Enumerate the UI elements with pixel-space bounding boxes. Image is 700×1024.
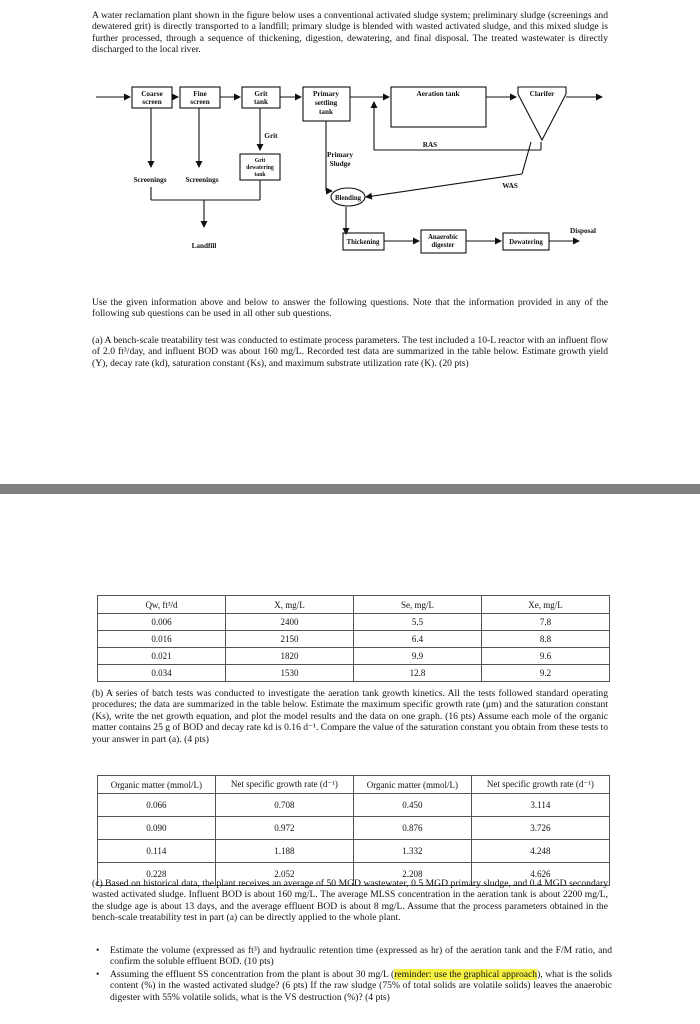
column-header: Organic matter (mmol/L) <box>98 776 216 794</box>
table-cell: 2.208 <box>353 863 471 886</box>
table-cell: 7.8 <box>482 614 610 631</box>
anaerobic-digester-label-1: Anaerobic <box>427 234 459 241</box>
table-cell: 9.9 <box>354 648 482 665</box>
table-cell: 3.726 <box>471 817 609 840</box>
table-header-row <box>98 776 610 794</box>
column-header: Qw, ft³/d <box>98 596 226 614</box>
table-cell: 0.450 <box>353 794 471 817</box>
table-cell: 0.708 <box>215 794 353 817</box>
table-row <box>98 631 610 648</box>
table-cell: 1820 <box>226 648 354 665</box>
column-header: Net specific growth rate (d⁻¹) <box>215 776 353 794</box>
table-cell: 6.4 <box>354 631 482 648</box>
clarifer-label: Clarifer <box>529 90 555 98</box>
was-label: WAS <box>502 182 518 190</box>
part-a-paragraph: (a) A bench-scale treatability test was conducted to estimate process parameters. The test included a 10-L reactor with an influent flow of 2.0 ft³/day, and influent BOD was about 160 mg/L. Recorded test data are summarized in the table below. Estimate growth yield (Y), decay rate (kd), saturation constant (Ks), and maximum substrate utilization rate (K). (20 pts) <box>92 335 608 369</box>
growth-kinetics-table <box>97 775 610 886</box>
table-cell: 0.114 <box>98 840 216 863</box>
table-cell: 2.052 <box>215 863 353 886</box>
bullet-text-start: Assuming the effluent SS concentration from the plant is about 30 mg/L ( <box>110 968 395 980</box>
bullet-text-end: ), what is the solids content (%) in the wasted activated sludge? (6 pts) If the raw sludge (75% of total solids are volatile solids) leaves the anaerobic digester with 55% volatile solids, what is the VS destruction (%)? (4 pts) <box>110 968 613 1003</box>
column-header: Net specific growth rate (d⁻¹) <box>471 776 609 794</box>
table-cell: 0.066 <box>98 794 216 817</box>
page-2 <box>0 494 700 1024</box>
table-cell: 8.8 <box>482 631 610 648</box>
bullet-icon: • <box>96 968 100 980</box>
table-cell: 4.248 <box>471 840 609 863</box>
table-cell: 12.8 <box>354 665 482 682</box>
part-b-paragraph: (b) A series of batch tests was conducted to investigate the aeration tank growth kinetics. All the tests followed standard operating procedures; the data are summarized in the table below. Estimate the maximum specific growth rate (μm) and the saturation constant (Ks), write the net growth equation, and plot the model results and the data on one graph. (16 pts) Assume each mole of the organic matter contains 25 g of BOD and decay rate kd is 0.16 d⁻¹. Compare the value of the saturation constant you obtain from these tests to your answer in part (a). (4 pts) <box>92 688 609 745</box>
table-row <box>98 817 610 840</box>
blending-label: Blending <box>334 195 362 202</box>
ras-label: RAS <box>422 141 438 149</box>
primary-tank-label-2: settling <box>314 99 338 107</box>
column-header: X, mg/L <box>226 596 354 614</box>
primary-tank-label-1: Primary <box>313 90 339 98</box>
page-1 <box>0 0 700 484</box>
anaerobic-digester-label-2: digester <box>431 242 455 249</box>
grit-tank-label-1: Grit <box>254 90 268 98</box>
screenings-label-1: Screenings <box>133 176 167 184</box>
table-cell: 2400 <box>226 614 354 631</box>
highlighted-reminder: reminder: use the graphical approach <box>394 968 538 980</box>
primary-sludge-label-2: Sludge <box>329 160 351 168</box>
dewatering-label: Dewatering <box>509 239 543 246</box>
part-c-bullet-list <box>96 945 612 1004</box>
table-cell: 1.332 <box>353 840 471 863</box>
table-row <box>98 614 610 631</box>
table-cell: 0.876 <box>353 817 471 840</box>
list-item <box>96 969 612 1003</box>
landfill-label: Landfill <box>191 242 217 250</box>
table-cell: 0.006 <box>98 614 226 631</box>
coarse-screen-label-2: screen <box>142 98 162 106</box>
instructions-paragraph: Use the given information above and below to answer the following questions. Note that the information provided in any of the following sub questions can be used in all other sub questions. <box>92 297 608 320</box>
table-cell: 0.228 <box>98 863 216 886</box>
grit-tank-label-2: tank <box>254 98 268 106</box>
intro-paragraph: A water reclamation plant shown in the figure below uses a conventional activated sludge system; preliminary sludge (screenings and dewatered grit) is directly transported to a landfill; primary sludge is blended with wasted activated sludge, and this mixed sludge is further processed, through a sequence of thickening, digestion, dewatering, and final disposal. The treated wastewater is directly discharged to the local river. <box>92 10 608 56</box>
coarse-screen-label-1: Coarse <box>141 90 163 98</box>
process-flow-diagram <box>86 82 606 262</box>
grit-dewatering-label-2: dewatering <box>246 165 274 171</box>
grit-label: Grit <box>264 132 278 140</box>
table-row <box>98 648 610 665</box>
table-header-row <box>98 596 610 614</box>
screenings-label-2: Screenings <box>185 176 219 184</box>
bullet-text: Estimate the volume (expressed as ft³) and hydraulic retention time (expressed as hr) of the aeration tank and the F/M ratio, and confirm the soluble effluent BOD. (10 pts) <box>110 945 612 968</box>
column-header: Xe, mg/L <box>482 596 610 614</box>
column-header: Se, mg/L <box>354 596 482 614</box>
table-cell: 0.016 <box>98 631 226 648</box>
table-cell: 4.626 <box>471 863 609 886</box>
fine-screen-label-1: Fine <box>193 90 207 98</box>
table-cell: 5.5 <box>354 614 482 631</box>
list-item <box>96 945 612 968</box>
table-cell: 2150 <box>226 631 354 648</box>
column-header: Organic matter (mmol/L) <box>353 776 471 794</box>
table-cell: 1530 <box>226 665 354 682</box>
primary-tank-label-3: tank <box>319 108 333 116</box>
primary-sludge-label-1: Primary <box>327 151 353 159</box>
table-cell: 0.034 <box>98 665 226 682</box>
grit-dewatering-label-1: Grit <box>254 158 266 164</box>
disposal-label: Disposal <box>570 227 596 235</box>
bullet-icon: • <box>96 945 100 956</box>
table-row <box>98 665 610 682</box>
treatability-data-table <box>97 595 610 682</box>
part-c-paragraph: (c) Based on historical data, the plant receives an average of 50 MGD wastewater, 0.5 MGD primary sludge, and 0.4 MGD secondary wasted activated sludge. Influent BOD is about 160 mg/L. The average MLSS concentration in the aeration tank is about 2200 mg/L, the sludge age is about 13 days, and the average effluent BOD is about 8 mg/L. Assume that the process parameters obtained in the bench-scale treatability test in part (a) can be directly applied to the whole plant. <box>92 878 608 924</box>
table-cell: 0.972 <box>215 817 353 840</box>
grit-dewatering-label-3: tank <box>254 172 266 178</box>
table-row <box>98 794 610 817</box>
table-row <box>98 840 610 863</box>
table-cell: 0.090 <box>98 817 216 840</box>
table-cell: 0.021 <box>98 648 226 665</box>
fine-screen-label-2: screen <box>190 98 210 106</box>
table-cell: 9.2 <box>482 665 610 682</box>
aeration-tank-label: Aeration tank <box>416 90 460 98</box>
table-cell: 3.114 <box>471 794 609 817</box>
table-cell: 1.188 <box>215 840 353 863</box>
thickening-label: Thickening <box>346 239 380 246</box>
table-cell: 9.6 <box>482 648 610 665</box>
